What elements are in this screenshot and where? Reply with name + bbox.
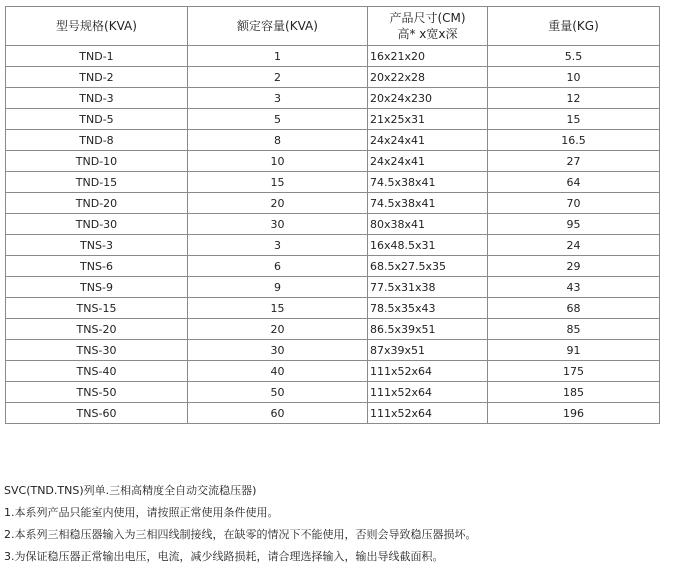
cell-model: TND-8 — [6, 130, 188, 151]
cell-model: TND-1 — [6, 46, 188, 67]
table-row — [6, 277, 660, 298]
cell-capacity: 10 — [188, 151, 368, 172]
cell-weight: 196 — [488, 403, 660, 424]
spec-table — [5, 6, 660, 424]
cell-size: 20x22x28 — [368, 67, 488, 88]
header-size-line2: 高* x宽x深 — [397, 27, 458, 41]
note-item-2: 2.本系列三相稳压器输入为三相四线制接线，在缺零的情况下不能使用，否则会导致稳压器损坏。 — [4, 528, 477, 541]
cell-size: 80x38x41 — [368, 214, 488, 235]
cell-model: TNS-9 — [6, 277, 188, 298]
cell-capacity: 30 — [188, 214, 368, 235]
cell-capacity: 30 — [188, 340, 368, 361]
cell-capacity: 15 — [188, 298, 368, 319]
notes-section — [4, 480, 674, 568]
table-row — [6, 298, 660, 319]
cell-weight: 91 — [488, 340, 660, 361]
cell-weight: 10 — [488, 67, 660, 88]
cell-model: TND-2 — [6, 67, 188, 88]
cell-model: TNS-6 — [6, 256, 188, 277]
cell-size: 20x24x230 — [368, 88, 488, 109]
table-row — [6, 214, 660, 235]
cell-model: TND-10 — [6, 151, 188, 172]
table-row — [6, 67, 660, 88]
cell-capacity: 6 — [188, 256, 368, 277]
cell-weight: 12 — [488, 88, 660, 109]
table-row — [6, 130, 660, 151]
cell-size: 111x52x64 — [368, 403, 488, 424]
cell-capacity: 8 — [188, 130, 368, 151]
cell-model: TND-5 — [6, 109, 188, 130]
cell-size: 24x24x41 — [368, 151, 488, 172]
cell-capacity: 1 — [188, 46, 368, 67]
table-row — [6, 403, 660, 424]
table-row — [6, 88, 660, 109]
cell-size: 16x48.5x31 — [368, 235, 488, 256]
header-model: 型号规格(KVA) — [6, 7, 188, 46]
cell-weight: 43 — [488, 277, 660, 298]
cell-model: TNS-60 — [6, 403, 188, 424]
cell-capacity: 15 — [188, 172, 368, 193]
cell-size: 111x52x64 — [368, 382, 488, 403]
cell-weight: 24 — [488, 235, 660, 256]
header-capacity: 额定容量(KVA) — [188, 7, 368, 46]
cell-weight: 64 — [488, 172, 660, 193]
note-item-1: 1.本系列产品只能室内使用，请按照正常使用条件使用。 — [4, 506, 279, 519]
table-row — [6, 256, 660, 277]
header-weight: 重量(KG) — [488, 7, 660, 46]
cell-weight: 15 — [488, 109, 660, 130]
cell-size: 74.5x38x41 — [368, 172, 488, 193]
cell-capacity: 3 — [188, 235, 368, 256]
cell-size: 74.5x38x41 — [368, 193, 488, 214]
table-row — [6, 319, 660, 340]
note-item-3: 3.为保证稳压器正常输出电压，电流，减少线路损耗，请合理选择输入，输出导线截面积。 — [4, 550, 444, 563]
notes-title: SVC(TND.TNS)列单.三相高精度全自动交流稳压器) — [4, 484, 257, 497]
cell-capacity: 2 — [188, 67, 368, 88]
cell-capacity: 20 — [188, 319, 368, 340]
cell-weight: 68 — [488, 298, 660, 319]
cell-capacity: 20 — [188, 193, 368, 214]
table-row — [6, 193, 660, 214]
cell-model: TND-3 — [6, 88, 188, 109]
cell-model: TNS-40 — [6, 361, 188, 382]
cell-model: TNS-20 — [6, 319, 188, 340]
cell-weight: 29 — [488, 256, 660, 277]
cell-size: 21x25x31 — [368, 109, 488, 130]
cell-model: TNS-3 — [6, 235, 188, 256]
cell-size: 111x52x64 — [368, 361, 488, 382]
cell-capacity: 40 — [188, 361, 368, 382]
cell-capacity: 9 — [188, 277, 368, 298]
table-row — [6, 235, 660, 256]
cell-weight: 185 — [488, 382, 660, 403]
cell-capacity: 5 — [188, 109, 368, 130]
table-header-row — [6, 7, 660, 46]
cell-capacity: 50 — [188, 382, 368, 403]
cell-model: TNS-15 — [6, 298, 188, 319]
cell-size: 24x24x41 — [368, 130, 488, 151]
cell-model: TND-15 — [6, 172, 188, 193]
cell-capacity: 3 — [188, 88, 368, 109]
header-size-line1: 产品尺寸(CM) — [389, 11, 466, 25]
table-row — [6, 172, 660, 193]
cell-size: 77.5x31x38 — [368, 277, 488, 298]
cell-size: 86.5x39x51 — [368, 319, 488, 340]
cell-weight: 70 — [488, 193, 660, 214]
cell-model: TND-30 — [6, 214, 188, 235]
table-row — [6, 382, 660, 403]
cell-weight: 175 — [488, 361, 660, 382]
cell-size: 68.5x27.5x35 — [368, 256, 488, 277]
table-row — [6, 151, 660, 172]
cell-weight: 5.5 — [488, 46, 660, 67]
cell-size: 78.5x35x43 — [368, 298, 488, 319]
cell-size: 87x39x51 — [368, 340, 488, 361]
cell-model: TNS-50 — [6, 382, 188, 403]
cell-weight: 95 — [488, 214, 660, 235]
table-row — [6, 46, 660, 67]
cell-weight: 16.5 — [488, 130, 660, 151]
cell-weight: 85 — [488, 319, 660, 340]
cell-size: 16x21x20 — [368, 46, 488, 67]
cell-model: TND-20 — [6, 193, 188, 214]
cell-weight: 27 — [488, 151, 660, 172]
cell-model: TNS-30 — [6, 340, 188, 361]
table-row — [6, 109, 660, 130]
table-row — [6, 340, 660, 361]
header-size — [368, 7, 488, 46]
table-row — [6, 361, 660, 382]
cell-capacity: 60 — [188, 403, 368, 424]
